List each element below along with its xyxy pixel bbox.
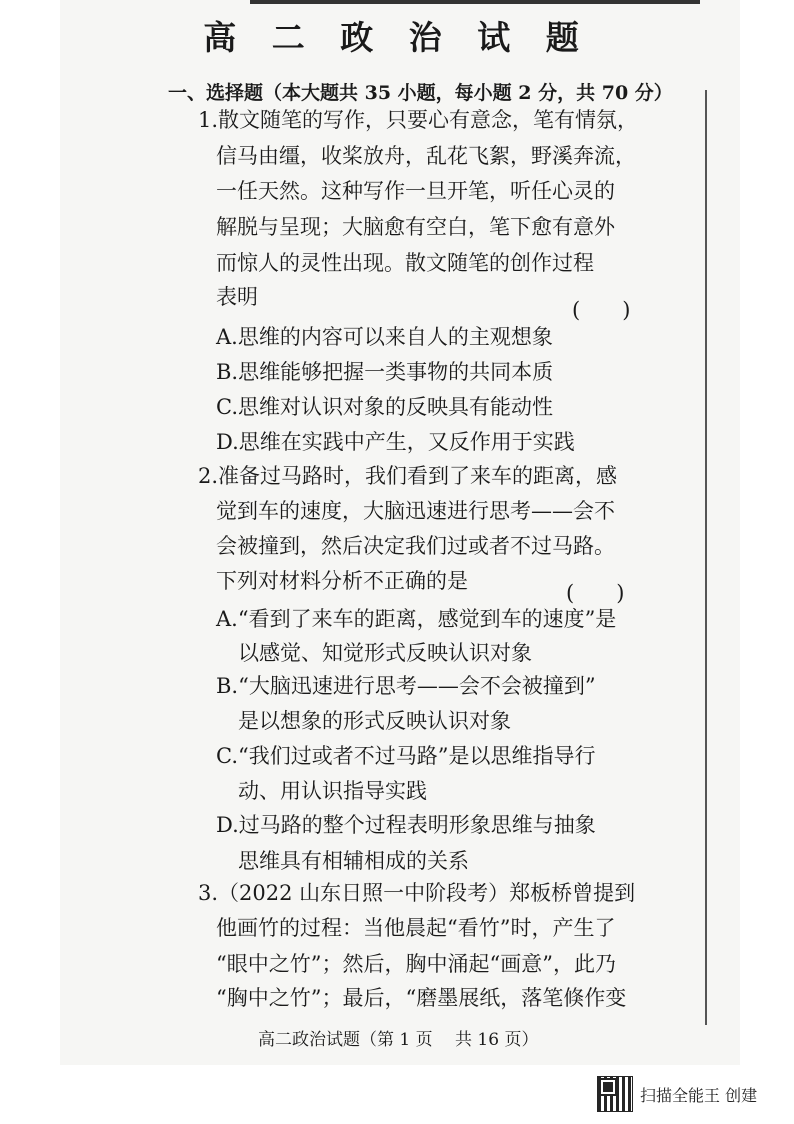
q1-line: 1.散文随笔的写作，只要心有意念，笔有情氛， <box>198 108 639 132</box>
q1-line: 表明 <box>216 285 258 309</box>
top-edge-mark <box>250 0 700 4</box>
q1-option-c: C.思维对认识对象的反映具有能动性 <box>216 395 553 419</box>
q1-line: 信马由缰，收桨放舟，乱花飞絮，野溪奔流， <box>216 144 636 168</box>
scanner-watermark: 扫描全能王 创建 <box>640 1086 758 1105</box>
q3-line: “眼中之竹”；然后，胸中涌起“画意”，此乃 <box>216 952 616 976</box>
q2-option-b-cont: 是以想象的形式反映认识对象 <box>238 709 511 733</box>
answer-bracket: ( ) <box>566 581 625 605</box>
q1-line: 解脱与呈现；大脑愈有空白，笔下愈有意外 <box>216 215 615 239</box>
q2-option-a-cont: 以感觉、知觉形式反映认识对象 <box>238 641 532 665</box>
q1-option-a: A.思维的内容可以来自人的主观想象 <box>216 325 553 349</box>
q3-line: 他画竹的过程：当他晨起“看竹”时，产生了 <box>216 916 616 940</box>
page-footer: 高二政治试题（第 1 页 共 16 页） <box>258 1030 539 1050</box>
q2-option-d-cont: 思维具有相辅相成的关系 <box>238 849 469 873</box>
section-heading: 一、选择题（本大题共 35 小题，每小题 2 分，共 70 分） <box>168 82 673 104</box>
page-title: 高 二 政 治 试 题 <box>203 18 591 57</box>
q1-line: 一任天然。这种写作一旦开笔，听任心灵的 <box>216 179 615 203</box>
q2-line: 觉到车的速度，大脑迅速进行思考——会不 <box>216 499 615 523</box>
q2-line: 下列对材料分析不正确的是 <box>216 569 468 593</box>
q2-option-c: C.“我们过或者不过马路”是以思维指导行 <box>216 744 596 768</box>
q1-option-b: B.思维能够把握一类事物的共同本质 <box>216 360 554 384</box>
q2-option-a: A.“看到了来车的距离，感觉到车的速度”是 <box>216 607 617 631</box>
binding-line <box>705 90 707 1025</box>
q3-line: “胸中之竹”；最后，“磨墨展纸，落笔倏作变 <box>216 986 627 1010</box>
q2-option-c-cont: 动、用认识指导实践 <box>238 779 427 803</box>
qr-code-icon <box>597 1076 633 1112</box>
q2-option-b: B.“大脑迅速进行思考——会不会被撞到” <box>216 674 596 698</box>
q2-line: 2.准备过马路时，我们看到了来车的距离，感 <box>198 464 618 488</box>
q2-option-d: D.过马路的整个过程表明形象思维与抽象 <box>216 813 596 837</box>
q1-option-d: D.思维在实践中产生，又反作用于实践 <box>216 430 575 454</box>
q2-line: 会被撞到，然后决定我们过或者不过马路。 <box>216 534 615 558</box>
q3-line: 3.（2022 山东日照一中阶段考）郑板桥曾提到 <box>198 881 636 905</box>
q1-line: 而惊人的灵性出现。散文随笔的创作过程 <box>216 251 594 275</box>
answer-bracket: ( ) <box>572 298 631 322</box>
